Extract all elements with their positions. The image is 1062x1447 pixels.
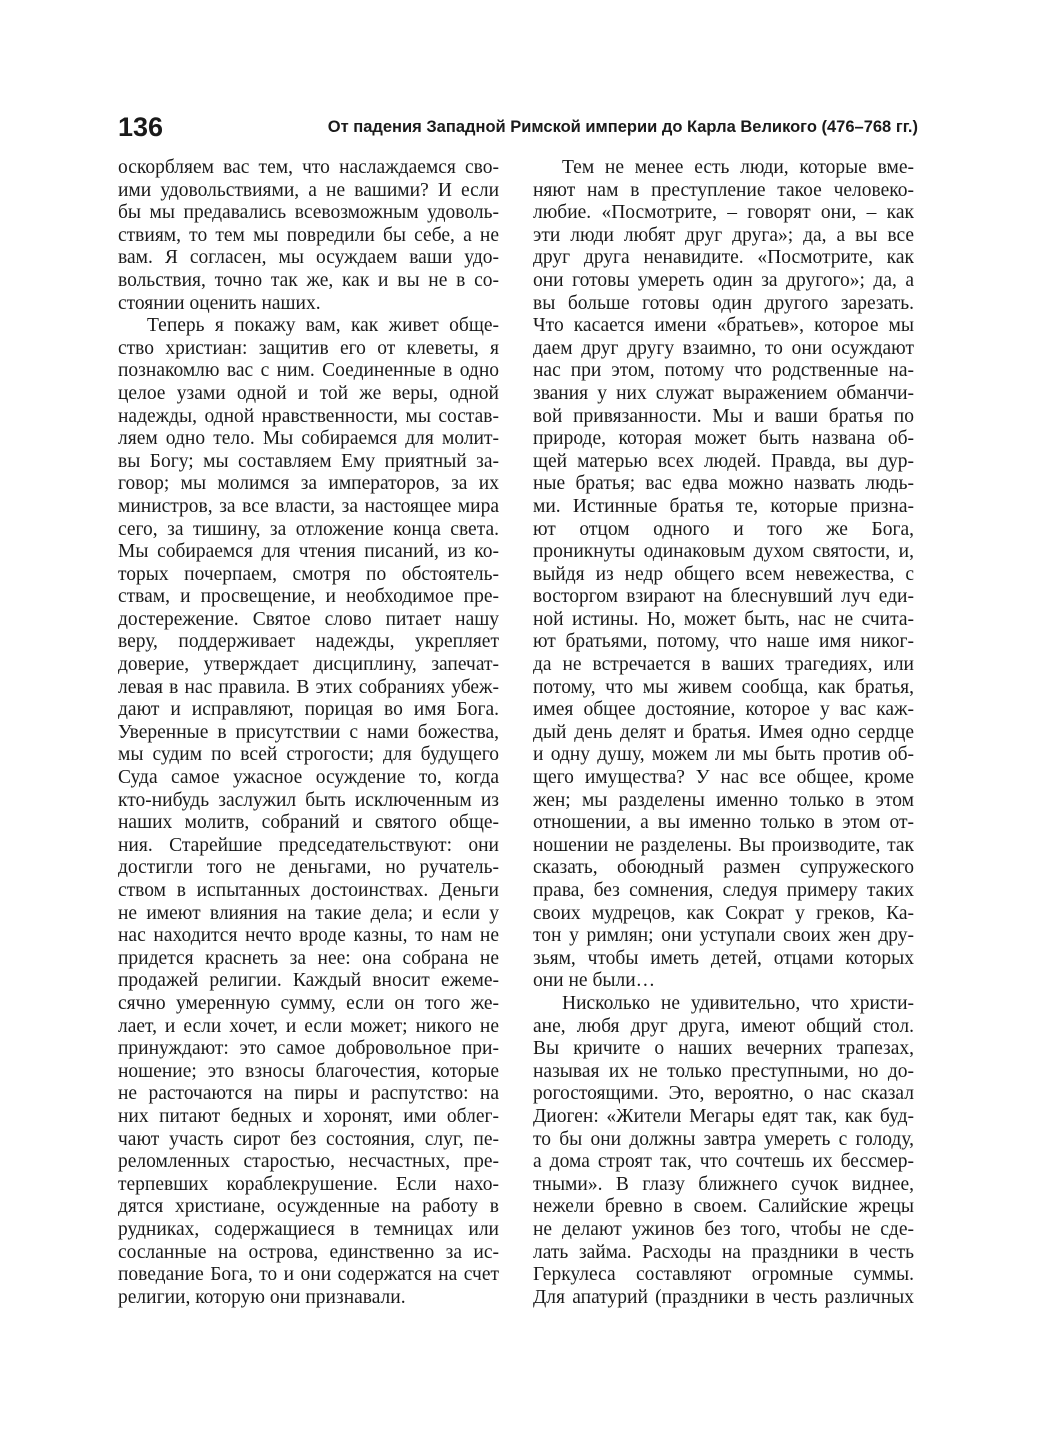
- left-column-text-line: лает, и если хочет, и если может; никого не: [118, 1015, 499, 1037]
- right-column-text-line: эти люди любят друг друга»; да, а вы все: [533, 224, 914, 246]
- right-column-text-line: права, без сомнения, следуя примеру таких: [533, 880, 914, 901]
- left-column-text-line: не расточаются на пиры и распутство: на: [118, 1083, 499, 1105]
- right-column-text-line: нежели бревно в своем. Салийские жрецы: [533, 1196, 914, 1218]
- left-column-text-line: веру, поддерживает надежды, укрепляет: [118, 631, 499, 653]
- right-column-text-line: сказать, обоюдный размен супружеского: [533, 857, 914, 879]
- right-column-text-line: дый день делят и братья. Имея одно сердце: [533, 721, 914, 743]
- right-column-text-line: имея общее достояние, которое у вас каж-: [533, 699, 914, 721]
- left-column-text-line: ими удовольствиями, а не вашими? И если: [118, 179, 499, 201]
- left-column-text-line: стоянии оценить наших.: [118, 292, 321, 314]
- left-column-text-line: вы Богу; мы составляем Ему приятный за-: [118, 450, 499, 472]
- right-column-text-line: рогостоящими. Это, вероятно, о нас сказал: [533, 1083, 914, 1105]
- right-column-text-line: ной истины. Но, может быть, нас не счита-: [533, 608, 914, 630]
- left-column-text-line: сего, за тишину, за отложение конца света.: [118, 518, 499, 540]
- left-column-text-line: дают и исправляют, порицая во имя Бога.: [118, 699, 499, 721]
- right-column-text-line: звания у них служат выражением обманчи-: [533, 382, 914, 404]
- right-column-text-line: называя их не только преступными, но до-: [533, 1060, 914, 1082]
- left-column-text-line: продажей религии. Каждый вносит ежеме-: [118, 970, 499, 992]
- left-column-text-line: познакомлю вас с ним. Соединенные в одно: [118, 360, 499, 382]
- right-column-text-line: потому, что мы живем сообща, как братья,: [533, 676, 914, 698]
- right-column-text-line: да не встречается в ваших трагедиях, или: [533, 654, 914, 676]
- right-column-text-line: ют отцом одного и того же Бога,: [533, 518, 914, 540]
- left-column-text-line: надежды, одной нравственности, мы состав-: [118, 405, 499, 427]
- right-column-text-line: природе, которая может быть названа об-: [533, 428, 914, 450]
- right-column-text-line: нас при этом, потому что родственные на-: [533, 360, 914, 382]
- left-column-text-line: ния. Старейшие председательствуют: они: [118, 834, 499, 856]
- right-column-text-line: щей матерью всех людей. Правда, вы дур-: [533, 450, 914, 472]
- right-column-text-line: выйдя из недр общего всем невежества, с: [533, 563, 914, 585]
- right-column-text-line: своих мудрецов, как Сократ у греков, Ка-: [533, 902, 914, 924]
- left-column-text-line: нас находится нечто вроде казны, то нам не: [118, 925, 499, 947]
- left-column-text-line: Теперь я покажу вам, как живет обще-: [147, 315, 499, 337]
- right-column-text-line: ане, любя друг друга, имеют общий стол.: [533, 1015, 914, 1037]
- right-column-text-line: няют нам в преступление такое человеко-: [533, 179, 914, 201]
- right-column-text-line: щего имущества? У нас все общее, кроме: [533, 767, 914, 789]
- right-column-text-line: Геркулеса составляют огромные суммы.: [533, 1264, 914, 1286]
- left-column-text-line: вольствия, точно так же, как и вы не в со-: [118, 269, 499, 291]
- left-column-text-line: ляем одно тело. Мы собираемся для молит-: [118, 428, 499, 450]
- right-column-text-line: не делают ужинов без того, чтобы не сде-: [533, 1218, 914, 1240]
- left-column-text-line: бы мы предавались всевозможным удоволь-: [118, 202, 499, 224]
- page-header: [118, 110, 918, 144]
- right-column-text-line: Для апатурий (праздники в честь различных: [533, 1286, 914, 1308]
- right-column-text-line: Что касается имени «братьев», которое мы: [533, 315, 914, 337]
- left-column-text-line: ством в испытанных достоинствах. Деньги: [118, 880, 499, 901]
- left-column-text-line: сячно умеренную сумму, если он того же-: [118, 992, 499, 1014]
- left-column-text-line: придется краснеть за нее: она собрана не: [118, 947, 499, 969]
- page-number: 136: [118, 112, 164, 142]
- right-column-text-line: Нисколько не удивительно, что христи-: [562, 992, 914, 1014]
- right-column-text-line: Тем не менее есть люди, которые вме-: [562, 157, 914, 178]
- right-column-text-line: проникнуты одинаковым духом святости, и,: [533, 541, 914, 563]
- right-column-text-line: отношении, а вы именно только в этом от-: [533, 812, 914, 834]
- left-column-text-line: наших молитв, собраний и святого обще-: [118, 812, 499, 834]
- left-column: [118, 157, 499, 1309]
- right-column-text-line: то бы они должны завтра умереть с голоду,: [533, 1128, 914, 1150]
- left-column-text-line: министров, за все власти, за настоящее мира: [118, 495, 499, 517]
- right-column-text-line: Диоген: «Жители Мегары едят так, как буд-: [533, 1105, 914, 1127]
- right-column-text-line: лать займа. Расходы на праздники в честь: [533, 1241, 914, 1263]
- left-column-text-line: кто-нибудь заслужил быть исключенным из: [118, 789, 499, 811]
- left-column-text-line: не имеют влияния на такие дела; и если у: [118, 902, 499, 924]
- left-column-text-line: сосланные на острова, единственно за ис-: [118, 1241, 499, 1263]
- right-column-text-line: любие. «Посмотрите, – говорят они, – как: [533, 202, 914, 224]
- left-column-text-line: поведание Бога, то и они содержатся на счет: [118, 1264, 499, 1286]
- left-column-text-line: реломленных старостью, несчастных, пре-: [118, 1151, 499, 1173]
- left-column-text-line: левая в нас правила. В этих собраниях убеж-: [118, 676, 499, 698]
- right-column-text-line: даем друг другу взаимно, то они осуждают: [533, 337, 914, 359]
- right-column-text-line: ют братьями, потому, что наше имя никог-: [533, 631, 914, 653]
- left-column-text-line: ство христиан: защитив его от клеветы, я: [118, 337, 499, 359]
- right-column-text-line: и одну душу, можем ли мы быть против об-: [533, 744, 914, 766]
- left-column-text-line: говор; мы молимся за императоров, за их: [118, 473, 499, 495]
- left-column-text-line: религии, которую они признавали.: [118, 1286, 406, 1308]
- left-column-text-line: достережение. Святое слово питает нашу: [118, 608, 499, 630]
- right-column-text-line: вой привязанности. Мы и ваши братья по: [533, 405, 914, 427]
- left-column-text-line: ствам, и просвещение, и необходимое пре-: [118, 586, 499, 608]
- left-column-text-line: вам. Я согласен, мы осуждаем ваши удо-: [118, 247, 499, 269]
- left-column-text-line: Уверенные в присутствии с нами божества,: [118, 721, 499, 743]
- left-column-text-line: оскорбляем вас тем, что наслаждаемся сво-: [118, 157, 499, 178]
- left-column-text-line: терпевших кораблекрушение. Если нахо-: [118, 1173, 499, 1195]
- left-column-text-line: целое узами одной и той же веры, одной: [118, 382, 499, 404]
- left-column-text-line: Суда самое ужасное осуждение то, когда: [118, 767, 499, 789]
- right-column-text-line: жен; мы разделены именно только в этом: [533, 789, 914, 811]
- right-column-text-line: восторгом взирают на блеснувший луч еди-: [533, 586, 914, 608]
- right-column-text-line: ношении не разделены. Вы производите, так: [533, 834, 914, 856]
- right-column-text-line: Вы кричите о наших вечерних трапезах,: [533, 1038, 914, 1060]
- right-column-text-line: а дома строят так, что сочтешь их бессмер-: [533, 1151, 914, 1173]
- left-column-text-line: рудниках, содержащиеся в темницах или: [118, 1218, 499, 1240]
- left-column-text-line: ствиям, то тем мы повредили бы себе, а не: [118, 224, 499, 246]
- right-column-text-line: ми. Истинные братья те, которые призна-: [533, 495, 914, 517]
- left-column-text-line: них питают бедных и хоронят, ими облег-: [118, 1105, 499, 1127]
- right-column-text-line: вы больше готовы один другого зарезать.: [533, 292, 914, 314]
- left-column-text-line: дятся христиане, осужденные на работу в: [118, 1196, 499, 1218]
- left-column-text-line: мы судим по всей строгости; для будущего: [118, 744, 499, 766]
- right-column-text-line: тон у римлян; они уступали своих жен дру-: [533, 925, 914, 947]
- right-column-text-line: они не были…: [533, 970, 656, 992]
- right-column-text-line: они готовы умереть один за другого»; да, а: [533, 269, 914, 291]
- left-column-text-line: чают участь сирот без состояния, слуг, пе-: [118, 1128, 499, 1150]
- running-title: От падения Западной Римской империи до Карла Великого (476–768 гг.): [327, 118, 918, 136]
- left-column-text-line: доверие, утверждает дисциплину, запечат-: [118, 654, 499, 676]
- right-column-text-line: ные братья; вас едва можно назвать людь-: [533, 473, 914, 495]
- left-column-text-line: Мы собираемся для чтения писаний, из ко-: [118, 541, 499, 563]
- right-column-text-line: друг друга ненавидите. «Посмотрите, как: [533, 247, 914, 269]
- left-column-text-line: достигли того не деньгами, но ручатель-: [118, 857, 499, 879]
- right-column: [533, 157, 914, 1309]
- left-column-text-line: принуждают: это самое добровольное при-: [118, 1038, 499, 1060]
- right-column-text-line: тными». В глазу ближнего сучок виднее,: [533, 1173, 914, 1195]
- right-column-text-line: зьям, чтобы иметь детей, отцами которых: [533, 947, 914, 969]
- left-column-text-line: торых почерпаем, смотря по обстоятель-: [118, 563, 499, 585]
- left-column-text-line: ношение; это взносы благочестия, которые: [118, 1060, 499, 1082]
